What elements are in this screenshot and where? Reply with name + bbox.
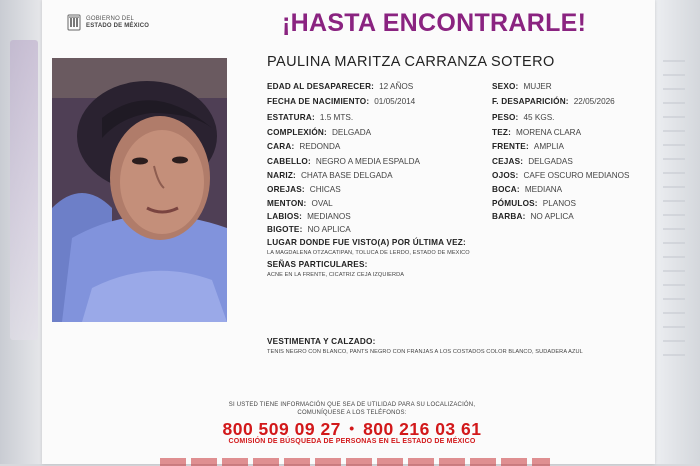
background-right-shadow: [663, 60, 685, 360]
field-sexo-label: SEXO:: [492, 82, 519, 91]
footer-note-line-2: COMUNÍQUESE A LOS TELÉFONOS:: [297, 410, 407, 416]
person-photo: [52, 58, 227, 322]
field-cara-label: CARA:: [267, 142, 295, 151]
field-boca: [492, 185, 562, 194]
field-labios-label: LABIOS:: [267, 212, 303, 221]
field-ojos-label: OJOS:: [492, 171, 519, 180]
field-estatura-label: ESTATURA:: [267, 113, 315, 122]
field-ojos: [492, 171, 629, 180]
field-nariz-value: CHATA BASE DELGADA: [300, 171, 393, 180]
field-labios: [267, 212, 351, 221]
distinctive-marks-title: SEÑAS PARTICULARES:: [267, 260, 368, 269]
field-complexion-label: COMPLEXIÓN:: [267, 128, 327, 137]
field-pomulos: [492, 199, 576, 208]
field-edad: [267, 82, 413, 91]
field-tez-label: TEZ:: [492, 128, 511, 137]
phone-2: 800 216 03 61: [363, 419, 482, 439]
field-cabello-label: CABELLO:: [267, 157, 311, 166]
cut-off-text-row: [160, 458, 550, 466]
field-pomulos-label: PÓMULOS:: [492, 199, 538, 208]
field-labios-value: MEDIANOS: [307, 212, 351, 221]
field-cejas: [492, 157, 573, 166]
field-peso-label: PESO:: [492, 113, 519, 122]
background-left: [0, 0, 42, 464]
field-menton-value: OVAL: [311, 199, 333, 208]
field-nacimiento-value: 01/05/2014: [374, 97, 416, 106]
field-cejas-value: DELGADAS: [528, 157, 573, 166]
headline: ¡HASTA ENCONTRARLE!: [282, 9, 587, 37]
field-cejas-label: CEJAS:: [492, 157, 524, 166]
background-left-shadow: [10, 40, 38, 340]
field-bigote-value: NO APLICA: [307, 225, 351, 234]
state-seal-icon: [66, 14, 82, 32]
field-orejas-label: OREJAS:: [267, 185, 305, 194]
field-complexion-value: DELGADA: [331, 128, 372, 137]
field-nacimiento-label: FECHA DE NACIMIENTO:: [267, 97, 370, 106]
field-edad-label: EDAD AL DESAPARECER:: [267, 82, 375, 91]
field-ojos-value: CAFE OSCURO MEDIANOS: [523, 171, 630, 180]
field-complexion: [267, 128, 371, 137]
field-nariz-label: NARIZ:: [267, 171, 296, 180]
field-nacimiento: [267, 97, 415, 106]
field-boca-value: MEDIANA: [524, 185, 563, 194]
field-tez: [492, 128, 581, 137]
field-frente: [492, 142, 564, 151]
field-sexo: [492, 82, 552, 91]
field-menton-label: MENTON:: [267, 199, 307, 208]
gov-line-2: ESTADO DE MÉXICO: [86, 23, 150, 29]
gov-line-1: GOBIERNO DEL: [86, 16, 135, 22]
field-barba-value: NO APLICA: [530, 212, 574, 221]
last-seen-title: LUGAR DONDE FUE VISTO(A) POR ÚLTIMA VEZ:: [267, 238, 466, 247]
field-nariz: [267, 171, 393, 180]
distinctive-marks-text: ACNE EN LA FRENTE, CICATRIZ CEJA IZQUIERDA: [267, 272, 405, 278]
field-peso-value: 45 KGS.: [523, 113, 555, 122]
field-frente-value: AMPLIA: [533, 142, 564, 151]
field-boca-label: BOCA:: [492, 185, 520, 194]
phone-numbers: [162, 419, 542, 440]
field-menton: [267, 199, 333, 208]
field-peso: [492, 113, 554, 122]
field-sexo-value: MUJER: [523, 82, 552, 91]
field-barba-label: BARBA:: [492, 212, 526, 221]
field-estatura-value: 1.5 MTS.: [319, 113, 354, 122]
field-bigote-label: BIGOTE:: [267, 225, 303, 234]
commission-name: COMISIÓN DE BÚSQUEDA DE PERSONAS EN EL ESTADO DE MÉXICO: [228, 438, 476, 445]
footer-note: [162, 401, 542, 417]
field-tez-value: MORENA CLARA: [516, 128, 582, 137]
field-desaparicion-value: 22/05/2026: [573, 97, 615, 106]
field-estatura: [267, 113, 353, 122]
field-orejas-value: CHICAS: [309, 185, 341, 194]
field-pomulos-value: PLANOS: [542, 199, 576, 208]
field-cara: [267, 142, 340, 151]
background-right: [655, 0, 700, 464]
field-cabello-value: NEGRO A MEDIA ESPALDA: [315, 157, 420, 166]
field-desaparicion: [492, 97, 615, 106]
phone-separator: •: [349, 420, 355, 436]
government-logo: [66, 14, 149, 32]
field-barba: [492, 212, 574, 221]
person-name: PAULINA MARITZA CARRANZA SOTERO: [267, 54, 555, 70]
field-cara-value: REDONDA: [299, 142, 341, 151]
field-desaparicion-label: F. DESAPARICIÓN:: [492, 97, 569, 106]
field-frente-label: FRENTE:: [492, 142, 529, 151]
phone-1: 800 509 09 27: [222, 419, 341, 439]
last-seen-text: LA MAGDALENA OTZACATIPAN, TOLUCA DE LERDO, ESTADO DE MEXICO: [267, 250, 470, 256]
missing-person-poster: [42, 0, 655, 464]
footer-note-line-1: SI USTED TIENE INFORMACIÓN QUE SEA DE UTILIDAD PARA SU LOCALIZACIÓN,: [228, 402, 476, 408]
clothing-title: VESTIMENTA Y CALZADO:: [267, 337, 376, 346]
photo-illustration: [52, 58, 227, 322]
field-bigote: [267, 225, 351, 234]
field-cabello: [267, 157, 420, 166]
field-edad-value: 12 AÑOS: [379, 82, 414, 91]
clothing-text: TENIS NEGRO CON BLANCO, PANTS NEGRO CON FRANJAS A LOS COSTADOS COLOR BLANCO, SUDADERA AZUL: [267, 349, 583, 355]
field-orejas: [267, 185, 341, 194]
